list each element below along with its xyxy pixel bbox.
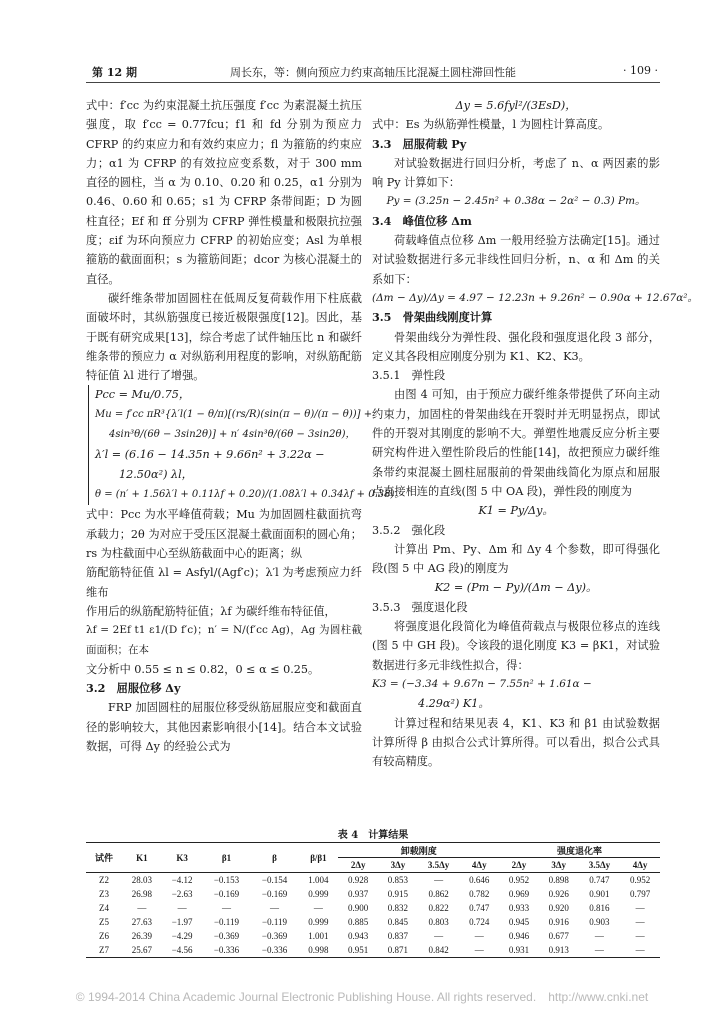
- table-cell: —: [620, 943, 660, 958]
- table-row: [86, 943, 660, 958]
- eq-k3: K3 = (−3.34 + 9.67n − 7.55n² + 1.61α −: [372, 677, 592, 690]
- col-specimen: 试件: [86, 843, 122, 873]
- table-cell: −2.63: [171, 889, 193, 899]
- eq-pcc: Pcc = Mu/0.75，: [95, 388, 191, 402]
- eq-lambda: λ′l = (6.16 − 14.35n + 9.66n² + 3.22α −: [95, 448, 325, 462]
- table-cell: —: [270, 903, 280, 913]
- para-yield-disp: FRP 加固圆柱的屈服位移受纵筋屈服应变和截面直径的影响较大，其他因素影响很小[14]。结合本文试验数据，可得 Δy 的经验公式为: [86, 701, 362, 754]
- eq-k2: K2 = (Pm − Py)/(Δm − Δy)。: [434, 581, 598, 595]
- table-cell: 0.913: [539, 943, 579, 958]
- para-degradation: 将强度退化段简化为峰值荷载点与极限位移点的连线(图 5 中 GH 段)。令该段的退化刚度 K3 = βK1，对试验数据进行多元非线性拟合，得：: [372, 620, 660, 672]
- copyright-footer: © 1994-2014 China Academic Journal Electronic Publishing House. All rights reserved. http://www.cnki.net: [75, 990, 649, 1004]
- table-cell: 26.98: [131, 889, 153, 899]
- para-hardening: 计算出 Pm、Py、Δm 和 Δy 4 个参数，即可得强化段(图 5 中 AG 段)的刚度为: [372, 542, 660, 576]
- table-cell: 0.952: [499, 873, 539, 888]
- table-cell: 0.837: [387, 931, 409, 941]
- col-sub-header: 2Δy: [511, 860, 527, 870]
- table-cell: 0.915: [387, 889, 409, 899]
- table-cell: 0.901: [589, 889, 610, 899]
- table-row: [86, 887, 660, 901]
- table-cell: −0.154: [251, 873, 299, 888]
- table-cell: 1.004: [299, 873, 339, 888]
- table-cell: 0.931: [499, 943, 539, 958]
- col-group-unload: 卸载刚度: [338, 843, 499, 858]
- col-sub-header: 4Δy: [632, 860, 648, 870]
- col-k3: K3: [162, 843, 203, 873]
- section-3-3-heading: 3.3 屈服荷载 Py: [372, 136, 467, 151]
- table-cell: 27.63: [131, 917, 153, 927]
- eq-mu-cont: 4sin³θ/(6θ − 3sin2θ)] + n′ 4sin³θ/(6θ − 3sin2θ)，: [109, 429, 356, 441]
- eq-theta: θ = (n′ + 1.56λ′l + 0.11λf + 0.20)/(1.08λ′l + 0.34λf + 0.38)。: [95, 489, 405, 501]
- table-cell: —: [459, 943, 499, 958]
- table-cell: −0.153: [202, 873, 250, 888]
- table-cell: −0.369: [261, 931, 288, 941]
- para-stiffness: 骨架曲线分为弹性段、强化段和强度退化段 3 部分，定义其各段相应刚度分别为 K1、K2、K3。: [372, 330, 660, 363]
- col-sub-header: 3.5Δy: [427, 860, 450, 870]
- col-beta1: β1: [202, 843, 250, 873]
- article-title: 周长东，等：侧向预应力约束高轴压比混凝土圆柱滞回性能: [230, 66, 516, 79]
- table-cell: −1.97: [171, 917, 193, 927]
- table-cell: 0.803: [428, 917, 449, 927]
- col-k1: K1: [122, 843, 162, 873]
- section-3-2-heading: 3.2 屈服位移 Δy: [86, 681, 181, 696]
- table-cell: 28.03: [122, 873, 162, 888]
- table-cell: 0.677: [548, 931, 569, 941]
- table-cell: Z7: [86, 943, 122, 958]
- table-cell: 26.39: [131, 931, 153, 941]
- table-cell: —: [434, 931, 444, 941]
- table-cell: —: [221, 903, 231, 913]
- table-cell: —: [635, 917, 645, 927]
- para-enhancement: 碳纤维条带加固圆柱在低周反复荷载作用下柱底截面破坏时，其纵筋强度已接近极限强度[12]。因此，基于既有研究成果[13]，综合考虑了试件轴压比 n 和碳纤维条带的预应力 α 对纵筋利用程度的影响，对纵筋配筋特征值 λl 进行了增强。: [86, 291, 362, 383]
- table-cell: —: [635, 903, 645, 913]
- table-cell: 0.969: [508, 889, 530, 899]
- col-beta: β: [251, 843, 299, 873]
- table-row: [86, 873, 660, 888]
- table-cell: —: [579, 943, 621, 958]
- table-row: [86, 929, 660, 943]
- left-column: [86, 96, 405, 756]
- table-cell: 0.946: [508, 931, 530, 941]
- table-cell: 0.952: [620, 873, 660, 888]
- table-cell: Z3: [99, 889, 110, 899]
- para-lambda-l: 筋配筋特征值 λl = Asfyl/(Agf′c)；λ′l 为考虑预应力纤维布: [86, 566, 362, 599]
- table-cell: 0.945: [508, 917, 530, 927]
- equation-system: [88, 385, 405, 505]
- table-cell: 1.001: [308, 931, 329, 941]
- table-cell: 0.832: [387, 903, 409, 913]
- table-cell: 0.926: [548, 889, 569, 899]
- col-sub-header: 3.5Δy: [588, 860, 611, 870]
- eq-delta-y: Δy = 5.6fyl²/(3EsD)，: [455, 99, 577, 112]
- table-cell: 0.951: [338, 943, 378, 958]
- table-cell: −0.169: [213, 889, 240, 899]
- issue-number: 第 12 期: [92, 66, 137, 79]
- table-cell: −4.29: [171, 931, 193, 941]
- section-3-5-2-heading: 3.5.2 强化段: [372, 523, 446, 537]
- para-yield-load: 对试验数据进行回归分析，考虑了 n、α 两因素的影响 Py 计算如下：: [372, 156, 660, 190]
- table-cell: Z6: [99, 931, 110, 941]
- eq-k3-cont: 4.29α²) K1。: [418, 697, 490, 711]
- table-cell: 0.646: [459, 873, 499, 888]
- table-caption: 表 4 计算结果: [337, 830, 409, 841]
- table-cell: 25.67: [122, 943, 162, 958]
- table-cell: 0.916: [548, 917, 569, 927]
- col-group-degrade: 强度退化率: [499, 843, 660, 858]
- table-cell: 0.816: [589, 903, 610, 913]
- table-cell: 0.747: [579, 873, 621, 888]
- para-results: 计算过程和结果见表 4，K1、K3 和 β1 由试验数据计算所得 β 由拟合公式计算所得。可以看出，拟合公式具有较高精度。: [372, 716, 660, 769]
- right-column: [372, 96, 699, 771]
- para-elastic: 由图 4 可知，由于预应力碳纤维条带提供了环向主动约束力，加固柱的骨架曲线在开裂时并无明显拐点，即试件的开裂对其刚度的影响不大。弹塑性地震反应分析主要研究构件进入塑性阶段后的性能[14]，故把预应力碳纤维条带约束混凝土圆柱屈服前的骨架曲线简化为原点和屈服点直接相连的直线(图 5 中 OA 段)，弹性段的刚度为: [372, 388, 660, 498]
- table-cell: 0.928: [338, 873, 378, 888]
- table-cell: Z4: [99, 903, 110, 913]
- section-3-5-1-heading: 3.5.1 弹性段: [372, 369, 446, 383]
- table-cell: 0.845: [387, 917, 409, 927]
- col-sub-header: 4Δy: [471, 860, 487, 870]
- table-cell: 0.920: [548, 903, 569, 913]
- table-cell: 0.822: [428, 903, 449, 913]
- table-cell: 0.782: [469, 889, 490, 899]
- para-symbols: 式中：f′cc 为约束混凝土抗压强度 f′cc 为素混凝土抗压强度，取 f′cc = 0.77fcu；f1 和 fd 分别为预应力 CFRP 的约束应力和有效约束应力；fl 为箍筋的约束应力；α1 为 CFRP 的有效拉应变系数，对于 300 mm 直径的圆柱，当 α 为 0.10、0.20 和 0.25，α1 分别为 0.46、0.60 和 0.65；s1 为 CFRP 条带间距；D 为圆柱直径；Ef 和 ff 分别为 CFRP 弹性模量和极限抗拉强度；εif 为环向预应力 CFRP 的初始应变；Asl 为单根箍筋的截面面积；s 为箍筋间距；dcor 为核心混凝土的直径。: [86, 99, 362, 286]
- table-cell: 0.999: [308, 917, 329, 927]
- table-cell: 0.903: [589, 917, 610, 927]
- table-cell: 0.747: [469, 903, 490, 913]
- section-3-4-heading: 3.4 峰值位移 Δm: [372, 213, 472, 228]
- eq-mu: Mu = f′cc πR³{λ′l(1 − θ/π)[(rs/R)(sin(π − θ)/(π − θ))] +: [95, 409, 373, 421]
- col-sub-header: 3Δy: [390, 860, 406, 870]
- col-ratio: β/β1: [299, 843, 339, 873]
- table-cell: 0.853: [378, 873, 418, 888]
- page-number: · 109 ·: [623, 64, 658, 77]
- table-cell: 0.900: [348, 903, 369, 913]
- para-lambda-l-cont: 作用后的纵筋配筋特征值；λf 为碳纤维布特征值，: [86, 604, 336, 618]
- table-cell: −0.169: [261, 889, 288, 899]
- table-cell: −0.336: [202, 943, 250, 958]
- table-row: [86, 915, 660, 929]
- eq-lambda-cont: 12.50α²) λl，: [119, 468, 193, 482]
- table-cell: 0.999: [308, 889, 329, 899]
- table-cell: —: [313, 903, 323, 913]
- table-cell: −0.369: [213, 931, 240, 941]
- table-cell: 0.862: [428, 889, 449, 899]
- table-cell: −0.336: [251, 943, 299, 958]
- para-where: 式中：Pcc 为水平峰值荷载；Mu 为加固圆柱截面抗弯承载力；2θ 为对应于受压区混凝土截面面积的圆心角；rs 为柱截面中心至纵筋截面中心的距离；纵: [86, 508, 362, 561]
- col-sub-header: 3Δy: [551, 860, 567, 870]
- table-cell: 0.998: [299, 943, 339, 958]
- table-cell: —: [137, 903, 147, 913]
- table-cell: 0.724: [469, 917, 490, 927]
- results-table: [86, 842, 660, 958]
- table-cell: 0.885: [348, 917, 369, 927]
- table-cell: 0.842: [418, 943, 460, 958]
- table-cell: —: [418, 873, 460, 888]
- eq-k1: K1 = Py/Δy。: [478, 504, 554, 518]
- table-cell: −4.56: [162, 943, 203, 958]
- table-cell: Z5: [99, 917, 110, 927]
- table-cell: 0.871: [378, 943, 418, 958]
- section-3-5-3-heading: 3.5.3 强度退化段: [372, 600, 468, 614]
- table-cell: —: [474, 931, 484, 941]
- table-cell: 0.943: [348, 931, 369, 941]
- table-cell: —: [177, 903, 187, 913]
- para-lambda-f: λf = 2Ef t1 ε1/(D f′c)；n′ = N/(f′cc Ag)，Ag 为圆柱截面面积；在本: [86, 624, 362, 656]
- eq-py: Py = (3.25n − 2.45n² + 0.38α − 2α² − 0.3) Pm。: [386, 195, 646, 208]
- table-cell: −0.119: [213, 917, 239, 927]
- section-3-5-heading: 3.5 骨架曲线刚度计算: [372, 310, 493, 325]
- eq-delta-m: (Δm − Δy)/Δy = 4.97 − 12.23n + 9.26n² − 0.90α + 12.67α²。: [372, 291, 699, 304]
- running-header: [86, 60, 660, 83]
- col-sub-header: 2Δy: [350, 860, 366, 870]
- para-range: 文分析中 0.55 ≤ n ≤ 0.82，0 ≤ α ≤ 0.25。: [86, 662, 320, 676]
- table-cell: 0.933: [508, 903, 530, 913]
- table-cell: 0.797: [629, 889, 651, 899]
- table-cell: −0.119: [262, 917, 288, 927]
- para-peak-disp: 荷载峰值点位移 Δm 一般用经验方法确定[15]。通过对试验数据进行多元非线性回归分析，n、α 和 Δm 的关系如下：: [372, 234, 660, 286]
- table-cell: 0.937: [348, 889, 369, 899]
- table-cell: Z2: [86, 873, 122, 888]
- table-row: [86, 901, 660, 915]
- table-cell: −4.12: [162, 873, 203, 888]
- table-cell: 0.898: [539, 873, 579, 888]
- para-es: 式中：Es 为纵筋弹性模量，l 为圆柱计算高度。: [372, 118, 610, 132]
- table-cell: —: [594, 931, 604, 941]
- table-cell: —: [635, 931, 645, 941]
